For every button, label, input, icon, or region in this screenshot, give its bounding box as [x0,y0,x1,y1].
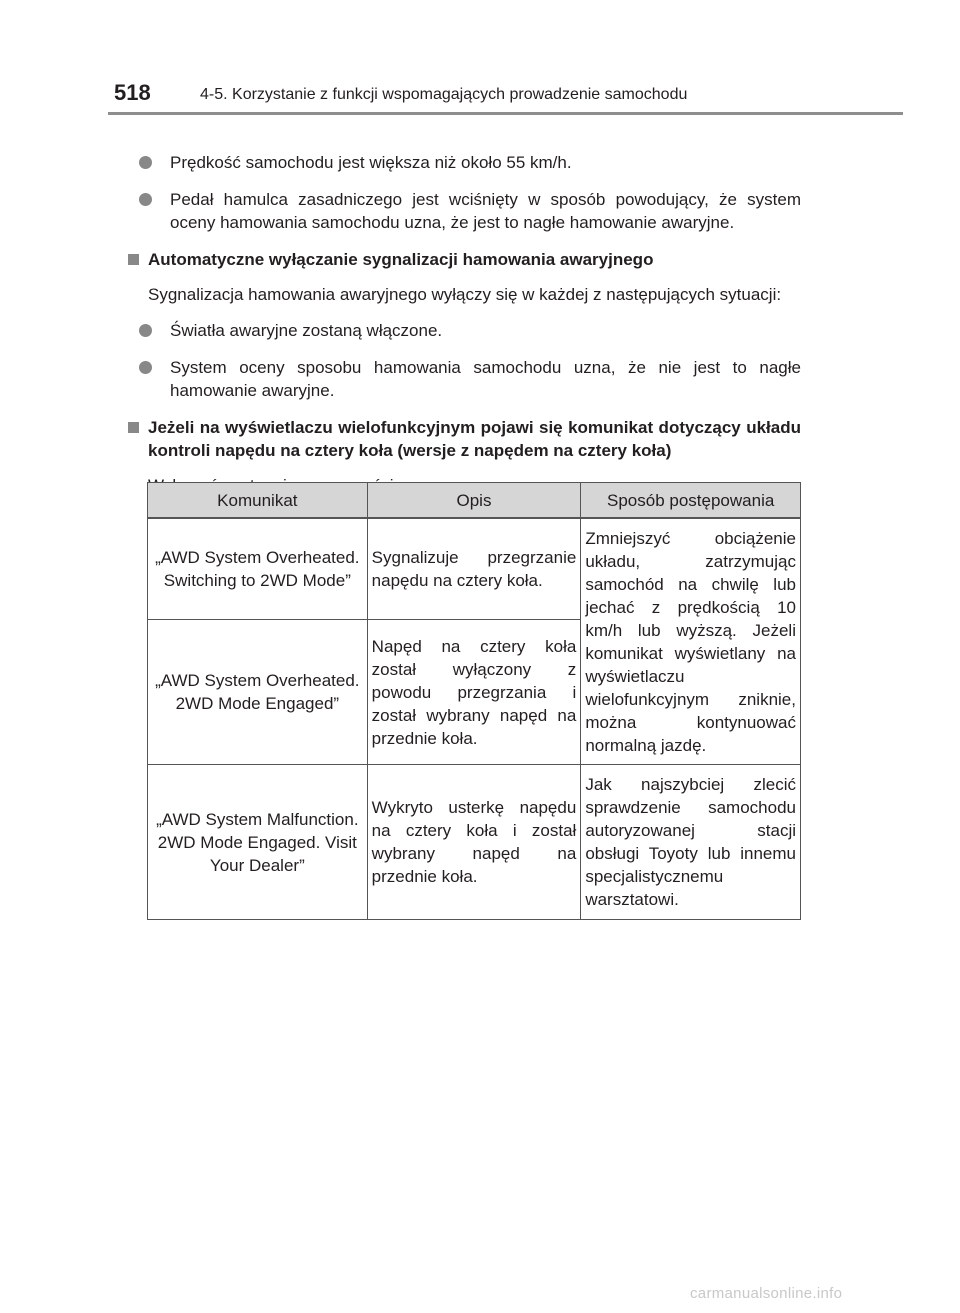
table-row [148,765,801,920]
bullet-icon [139,156,152,169]
list-item-text: Prędkość samochodu jest większa niż około 55 km/h. [170,153,572,172]
list-item-text: Pedał hamulca zasadniczego jest wciśnięty w sposób powodujący, że system oceny hamowania samochodu uzna, że jest to nagłe hamowanie awaryjne. [170,190,801,232]
column-header: Opis [367,483,581,519]
bullet-icon [139,361,152,374]
bullet-icon [139,324,152,337]
page-header [108,80,904,112]
list-item [128,151,801,174]
list-item-text: System oceny sposobu hamowania samochodu uzna, że nie jest to nagłe hamowanie awaryjne. [170,358,801,400]
list-item-text: Światła awaryjne zostaną włączone. [170,321,443,340]
list-item [128,188,801,234]
section-heading [128,416,801,462]
section-heading-text: Jeżeli na wyświetlaczu wielofunkcyjnym pojawi się komunikat dotyczący układu kontroli napędu na cztery koła (wersje z napędem na cztery koła) [148,418,801,460]
section-heading-text: Automatyczne wyłączanie sygnalizacji hamowania awaryjnego [148,250,654,269]
message-table [147,482,801,920]
column-header: Sposób postępowania [581,483,801,519]
description-cell: Sygnalizuje przegrzanie napędu na cztery koła. [367,518,581,620]
description-cell: Napęd na cztery koła został wyłączony z powodu przegrzania i został wybrany napęd na przednie koła. [367,620,581,765]
square-bullet-icon [128,422,139,433]
message-cell: „AWD System Overheated. 2WD Mode Engaged” [148,620,368,765]
message-cell: „AWD System Overheated. Switching to 2WD Mode” [148,518,368,620]
page-number: 518 [114,80,151,105]
section-heading [128,248,801,271]
chapter-title: 4-5. Korzystanie z funkcji wspomagających prowadzenie samochodu [200,86,688,103]
header-divider [108,112,903,115]
watermark: carmanualsonline.info [690,1285,843,1302]
column-header: Komunikat [148,483,368,519]
table-header-row [148,483,801,519]
list-item [128,319,801,342]
bullet-icon [139,193,152,206]
message-cell: „AWD System Malfunction. 2WD Mode Engaged. Visit Your Dealer” [148,765,368,920]
main-content [128,151,801,510]
list-item [128,356,801,402]
table-row [148,518,801,620]
description-cell: Wykryto usterkę napędu na cztery koła i został wybrany napęd na przednie koła. [367,765,581,920]
square-bullet-icon [128,254,139,265]
action-cell: Zmniejszyć obciążenie układu, zatrzymując samochód na chwilę lub jechać z prędkością 10 km/h lub wyższą. Jeżeli komunikat wyświetlany na wyświetlaczu wielofunkcyjnym zniknie, można kontynuować normalną jazdę. [581,518,801,765]
section-intro: Sygnalizacja hamowania awaryjnego wyłączy się w każdej z następujących sytuacji: [148,285,782,304]
action-cell: Jak najszybciej zlecić sprawdzenie samochodu autoryzowanej stacji obsługi Toyoty lub innemu specjalistycznemu warsztatowi. [581,765,801,920]
